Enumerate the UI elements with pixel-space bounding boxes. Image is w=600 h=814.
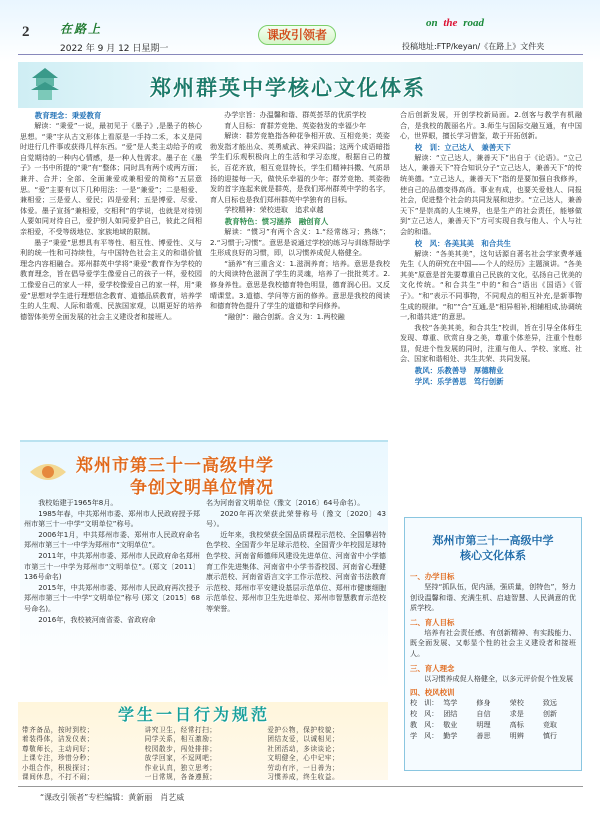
motto-word: 明理 bbox=[476, 719, 491, 729]
article-column-2 bbox=[210, 110, 390, 322]
article-text bbox=[20, 121, 202, 322]
box-section-heading: 一、办学目标 bbox=[410, 572, 455, 581]
motto-word: 敬业 bbox=[443, 719, 458, 729]
box-title bbox=[410, 533, 576, 563]
rule-item: 讲究卫生，经常打扫； bbox=[144, 726, 217, 734]
paragraph: 合后创新发展，开创学校新局面。2.创客与教学有机融合，是我校的靓丽名片。3.师生与国际交融互通，有中国心，世界眼，擅长学习借鉴，敢于开拓创新。 bbox=[400, 110, 582, 141]
paragraph: 培养有社会责任感、有创新精神、有实践能力、既全面发展、又彰显个性的社会主义建设者和接班人。 bbox=[410, 627, 576, 658]
box-title-line-1: 郑州市第三十一高级中学 bbox=[432, 534, 554, 547]
paragraph: 名为河南省文明单位（豫文〔2016〕64号命名）。 bbox=[206, 498, 365, 507]
issue-date: 2022 年 9 月 12 日星期一 bbox=[60, 44, 169, 54]
rule-item: 带齐备品，按时到校； bbox=[22, 726, 94, 734]
paragraph: 我校始建于1965年8月。 bbox=[38, 498, 118, 507]
article-text bbox=[210, 227, 390, 322]
motto-word: 求是 bbox=[509, 708, 524, 718]
motto-key: 校 风： bbox=[410, 708, 439, 718]
paragraph: 解读：“惯习”有两个含义：1.“经常练习；熟练”；2.“习惯于;习惯”。意思是说通过学校的练习与训练帮助学生形成良好的习惯，即，以习惯养成促人格健全。 bbox=[210, 226, 390, 258]
otr-word-1: on bbox=[426, 17, 438, 29]
panel-title: 郑州市第三十一高级中学 bbox=[76, 456, 274, 476]
paragraph: 坚持“抓队伍，促内涵，强质量，创特色”，努力创设温馨和谐、充满生机、启迪智慧、人民满意的优质学校。 bbox=[410, 582, 576, 613]
section-heading: 教风：乐教善导 厚德精业 bbox=[414, 366, 504, 376]
rule-item: 一日常规，各备遵照； bbox=[144, 773, 217, 782]
footer-divider bbox=[18, 786, 583, 787]
paragraph: 2006年1月，中共郑州市委、郑州市人民政府命名郑州市第三十一中学为郑州市“文明单位”。 bbox=[24, 529, 200, 550]
motto-word: 自信 bbox=[476, 708, 491, 718]
article-text bbox=[400, 153, 582, 238]
rule-item: 团结友爱，以诚相见； bbox=[267, 735, 340, 744]
panel-column-right bbox=[206, 498, 386, 615]
motto-row bbox=[410, 731, 576, 742]
motto-table bbox=[410, 698, 576, 741]
paragraph: “融创”：融合创新。含义为：1.两校融 bbox=[224, 311, 345, 321]
panel-subtitle: 争创文明单位情况 bbox=[130, 478, 274, 498]
pagoda-icon bbox=[30, 66, 60, 102]
paragraph: 2020年再次荣获此荣誉称号（豫文〔2020〕43号）。 bbox=[206, 508, 386, 529]
rule-item: 着装得体，洁发仪表； bbox=[22, 735, 94, 744]
paragraph: 墨子“秉爱”思想具有平等性、相互性、博爱性、义与利的统一性和可持续性，与中国特色社会主义的和谐价值理念内容相融合。郑州群英中学将“秉爱”教育作为学校的教育理念，旨在倡导爱学生像爱自己的孩子一样，爱校园工像爱自己的家人一样，爱学校像爱自己的家一样，用“秉爱”思想对学生进行理想信念教育、道德品质教育，培养学生的人生观、人际和谐观、民族国家观，以期更好的培养德智体美劳全面发展的社会主义建设者和接班人。 bbox=[20, 237, 202, 321]
paragraph: 我校“各美其美，和合共生”校训，旨在引导全体师生发现、尊重、欣赏自身之美，尊重个体差异，注重个性彰显，促进个性发展的同时，注重与他人、学校、家庭、社会、国家和谐相处、共生共荣、共同发展。 bbox=[400, 322, 582, 364]
box-section-heading: 三、育人理念 bbox=[410, 663, 455, 673]
paragraph: 解读：“立己达人，兼善天下”出自于《论语》。“立己达人，兼善天下”符合知识分子“立己达人，兼善天下”的传统美德。“立己达人，兼善天下”指的是要加强自我修养，使自己的品德变得高尚。事业有成，也要关爱他人、同报社会，促进整个社会的共同发展和进步。“立己达人，兼善天下”是崇高的人生境界，也是生产的社会责任，能够做到“立己达人，兼善天下”方可实现自我与他人、个人与社会的和谐。 bbox=[400, 152, 582, 236]
article-text bbox=[210, 110, 390, 216]
article-text bbox=[400, 110, 582, 142]
paragraph: 以习惯养成促人格健全，以多元评价促个性发展 bbox=[424, 673, 574, 683]
motto-key: 校 训： bbox=[410, 698, 439, 708]
ribbon-icon bbox=[28, 454, 68, 490]
panel-column-left bbox=[24, 498, 200, 625]
rule-item: 小组合作，积极探讨； bbox=[22, 763, 94, 772]
hero-title: 郑州群英中学核心文化体系 bbox=[150, 76, 426, 100]
paragraph: 2015年，中共郑州市委、郑州市人民政府再次授予郑州市第三十一中学“文明单位”称号 (郑文〔2015〕68号命名)。 bbox=[24, 582, 200, 613]
paragraph: 2011年，中共郑州市委、郑州市人民政府命名郑州市第三十一中学为郑州市“文明单位”。(郑文〔2011〕136号命名) bbox=[24, 550, 200, 582]
motto-row bbox=[410, 709, 576, 720]
article-column-3 bbox=[400, 110, 582, 387]
motto-word: 竞取 bbox=[542, 719, 557, 729]
motto-word: 善思 bbox=[476, 730, 491, 740]
box-section-heading: 四、校风校训 bbox=[410, 688, 455, 698]
paragraph: 育人目标：育群芳竞艳、英姿勃发的幸福少年 bbox=[224, 120, 367, 130]
page-header bbox=[0, 0, 600, 62]
motto-word: 明辨 bbox=[509, 730, 524, 740]
motto-word: 创新 bbox=[542, 708, 557, 718]
article-text bbox=[24, 498, 200, 625]
box-text bbox=[410, 628, 576, 660]
page-number: 2 bbox=[22, 24, 30, 40]
motto-word: 勤学 bbox=[443, 730, 458, 740]
paragraph: 解读：“各美其美”，这句话源自著名社会学家费孝通先生《人的研究在中国——个人的经历》主题演讲。“各美其美”原意是首先要尊重自己民族的文化，弘扬自己优美的文化传统。“和合共生”中的“和合”语出《国语》《管子》。“和”表示不同事物，不同观点的相互补充,是新事物生成的规律。“和”“合”互通,是“相异相补,相辅相成,协调统一,和谐共进”的意思。 bbox=[400, 248, 582, 322]
column-badge: 课改引领者 bbox=[258, 25, 336, 45]
article-text bbox=[206, 498, 386, 615]
motto-row bbox=[410, 698, 576, 709]
footer-credit: “课改引领者”专栏编辑：黄新丽 肖艺威 bbox=[40, 793, 185, 802]
article-text bbox=[400, 249, 582, 366]
box-text bbox=[410, 582, 576, 614]
motto-word: 高标 bbox=[509, 719, 524, 729]
paragraph: 办学宗旨：办温馨和谐、群英荟萃的优质学校 bbox=[224, 110, 367, 119]
masthead: 在路上 bbox=[60, 22, 103, 36]
paragraph: “涵养”有三重含义：1.滋润养育；培养。意思是我校的大阅读特色滋润了学生的灵魂，培养了一批批英才。2.修身养性。意思是我校德育特色明显，德育润心田。又反晴课堂。3.道德、学问等方面的修养。意思是我校的阅读和德育特色提升了学生的道德和学问修养。 bbox=[210, 258, 390, 311]
rule-item: 社团活动，多读谈论； bbox=[267, 744, 340, 753]
paragraph: 2016年，我校被河南省委、省政府命 bbox=[38, 614, 156, 624]
rule-item: 放学回家，不逗网吧； bbox=[144, 754, 217, 763]
rule-item: 劳动有序，一日善为； bbox=[267, 763, 340, 772]
paragraph: 1985年春，中共郑州市委、郑州市人民政府授予郑州市第三十一中学“文明单位”称号。 bbox=[24, 508, 200, 529]
header-divider bbox=[18, 54, 583, 55]
rule-item: 作业认真，独立思考； bbox=[144, 763, 217, 772]
motto-word: 慎行 bbox=[542, 730, 557, 740]
rule-item: 文明健全，心中记牢； bbox=[267, 754, 340, 763]
motto-row bbox=[410, 720, 576, 731]
paragraph: 近年来，我校荣获全国品质课程示范校、全国攀岩特色学校、全国青少年足球示范校、全国青少年校园足球特色学校、河南省师德师风建设先进单位、河南省中小学德育工作先进集体、河南省中小学书香校园、河南省心理健康示范校、河南省语言文字工作示范校、河南省书法教育示范校、郑州市平安建设基层示范单位、郑州市健康细胞示范单位、郑州市卫生先进单位、郑州市智慧教育示范校等荣誉。 bbox=[206, 529, 386, 613]
motto-key: 学 风： bbox=[410, 730, 439, 740]
rule-item: 尊敬师长，主动问好； bbox=[22, 744, 94, 753]
rule-item: 校园散步，闯处排排； bbox=[144, 744, 217, 753]
section-heading: 学风：乐学善思 笃行创新 bbox=[414, 377, 504, 387]
rule-item: 同学关系，相互激励； bbox=[144, 735, 217, 744]
paragraph: 解读：群芳竞艳指各种花争相开放、互相竞美；英姿勃发指才能出众、英勇威武、神采四溢；这两个成语暗指学生们乐观积极向上的生活和学习态度，根据自己的擅长，百花齐放，相互竞显特长，学生们精神抖擞、气质昂扬的迎接每一天，做快乐幸福的少年；群芳竞艳、英姿勃发的首字连起来就是群英，是我们郑州群英中学的名字，育人目标也是我们郑州群英中学独有的目标。 bbox=[210, 131, 390, 204]
otr-word-3: road bbox=[463, 17, 484, 29]
on-the-road-logo bbox=[426, 17, 484, 29]
box-section-heading: 二、育人目标 bbox=[410, 617, 455, 627]
section-heading: 校 训：立己达人 兼善天下 bbox=[414, 142, 511, 152]
motto-word: 修身 bbox=[476, 698, 491, 708]
motto-word: 笃学 bbox=[443, 698, 458, 708]
box-content bbox=[410, 568, 576, 741]
motto-word: 致远 bbox=[542, 698, 557, 708]
box-text bbox=[410, 674, 576, 685]
section-heading: 校 风：各美其美 和合共生 bbox=[414, 238, 511, 248]
rule-item: 课间休息，不打不闹； bbox=[22, 773, 94, 782]
rule-item: 上课专注，珍惜分秒； bbox=[22, 754, 94, 763]
rule-item: 习惯养成，终生收益。 bbox=[267, 773, 340, 782]
paragraph: 解读：“秉爱”一说，最初见于《墨子》,是墨子的核心思想。“秉”字从古文形体上看原是一手持二禾，本义是同时进行几件事或获得几样东西。“爱”是人类主动给予的或自觉期待的一种内心情感，是一种人性需求。墨子在《墨子》一书中所提的“秉”有“整体；同时具有两个或两方面；兼并、合并；全部、全面兼爱或兼相爱的简称”五层意思。“爱”主要有以下几种用法：一是“兼爱”；二是相爱、兼相爱；三是爱人、爱民；四是爱利；五是博爱、尽爱、体爱。墨子宣扬“兼相爱，交相利”的学说，也就是对待别人要如同对待自己，爱护别人如同爱护自己，彼此之间相亲相爱，不受等级地位、家族地域的限制。 bbox=[20, 121, 202, 236]
paragraph: 学校精神：荣校进取 追求卓越 bbox=[224, 205, 324, 215]
motto-word: 荣校 bbox=[509, 698, 524, 708]
article-column-1 bbox=[20, 110, 202, 322]
motto-key: 教 风： bbox=[410, 719, 439, 729]
motto-word: 团结 bbox=[443, 708, 458, 718]
section-heading: 教育特色：惯习涵养 融创育人 bbox=[224, 216, 329, 226]
box-title-line-2: 核心文化体系 bbox=[460, 549, 526, 562]
otr-word-2: the bbox=[443, 17, 458, 29]
rules-list bbox=[22, 726, 384, 782]
submission-address: 投稿地址:FTP/keyan/《在路上》文件夹 bbox=[402, 42, 545, 51]
section-heading: 教育理念：秉爱教育 bbox=[34, 111, 102, 120]
rule-item: 爱护公物，保护校貌； bbox=[267, 726, 340, 734]
rules-title: 学生一日行为规范 bbox=[118, 705, 271, 724]
